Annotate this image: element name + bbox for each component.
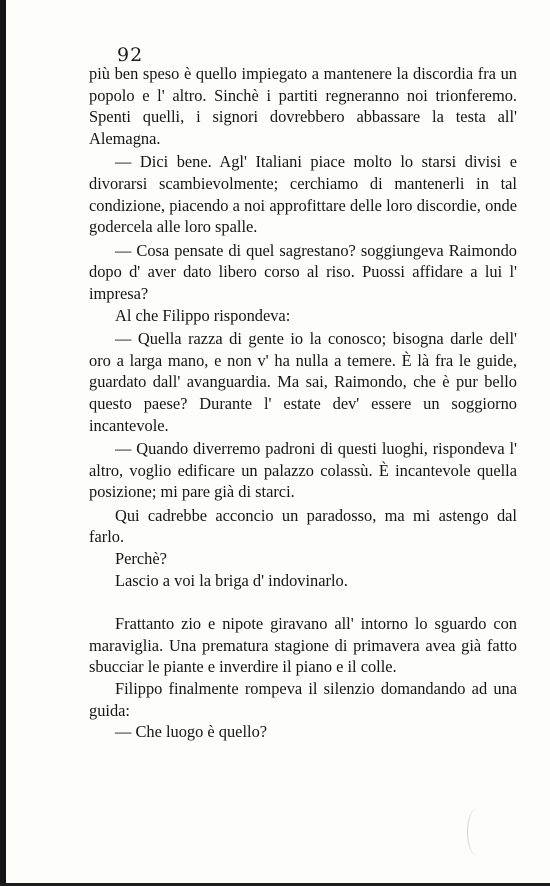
paragraph-5: — Quella razza di gente io la conosco; bisogna darle dell' oro a larga mano, e non v' ha nulla a temere. È là fra le guide, guardato dall' avanguardia. Ma sai, Raimondo, che è pur bello questo paese? Durante l' estate dev' essere un soggiorno incantevole. [89, 329, 517, 435]
paragraph-12: — Che luogo è quello? [115, 722, 268, 742]
page-number: 92 [117, 44, 144, 66]
page-edge-shadow [0, 0, 6, 886]
paragraph-8: Perchè? [115, 549, 167, 569]
paragraph-1: più ben speso è quello impiegato a mantenere la discordia fra un popolo e l' altro. Sinchè i partiti regneranno noi trionferemo. Spenti quelli, i signori dovrebbero abbassare la testa all' Alemagna. [89, 64, 517, 148]
paragraph-4: Al che Filippo rispondeva: [115, 305, 291, 325]
paragraph-9: Lascio a voi la briga d' indovinarlo. [115, 570, 348, 590]
page-body [89, 63, 517, 743]
page-smudge [467, 808, 488, 856]
paragraph-11: Filippo finalmente rompeva il silenzio domandando ad una guida: [89, 679, 517, 720]
paragraph-3: — Cosa pensate di quel sagrestano? soggiungeva Raimondo dopo d' aver dato libero corso al riso. Puossi affidare a lui l' impresa? [89, 240, 517, 303]
paragraph-10: Frattanto zio e nipote giravano all' intorno lo sguardo con maraviglia. Una prematura stagione di primavera avea già fatto sbucciar le piante e inverdire il piano e il colle. [89, 614, 517, 677]
paragraph-7: Qui cadrebbe acconcio un paradosso, ma mi astengo dal farlo. [89, 505, 517, 547]
paragraph-6: — Quando diverremo padroni di questi luoghi, rispondeva l' altro, voglio edificare un palazzo colassù. È incantevole quella posizione; mi pare già di starci. [89, 439, 517, 502]
paragraph-2: — Dici bene. Agl' Italiani piace molto lo starsi divisi e divorarsi scambievolmente; cerchiamo di mantenerli in tal condizione, piacendo a noi approfittare delle loro discordie, onde godercela alle loro spalle. [89, 152, 517, 237]
